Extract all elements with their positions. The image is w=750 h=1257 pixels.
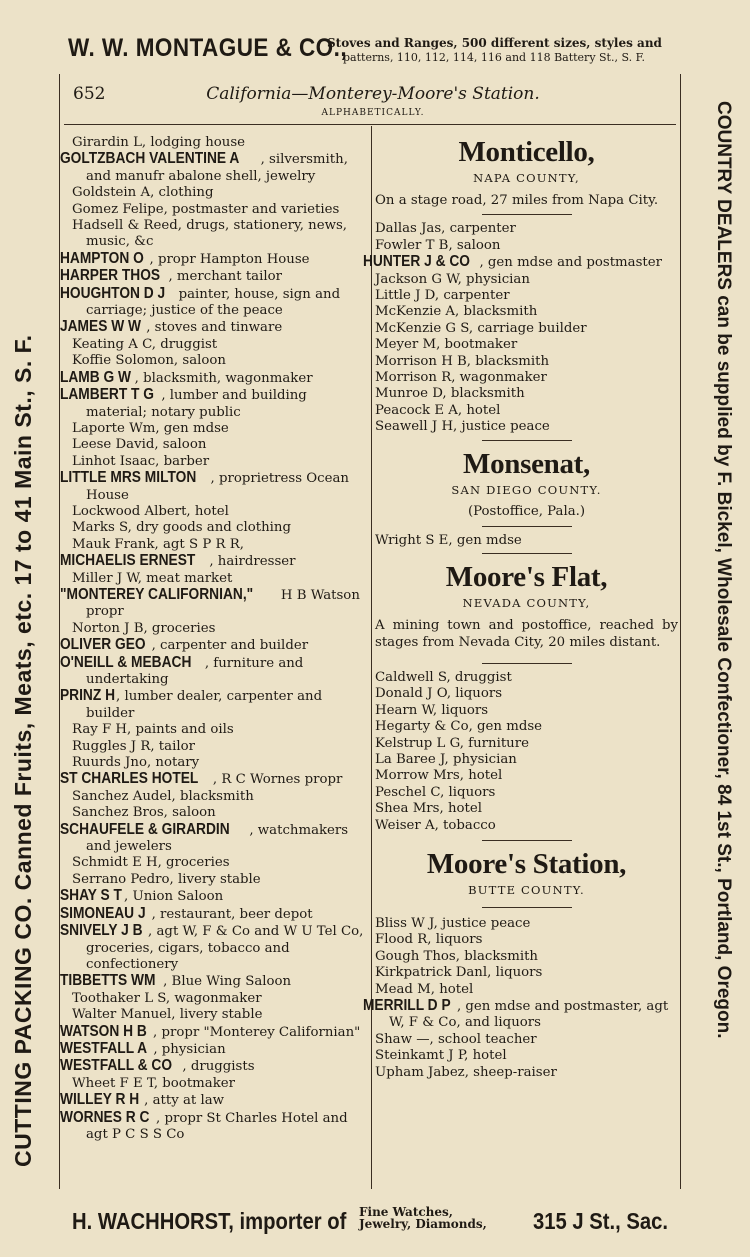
- entry-text: Meyer M, bootmaker: [375, 337, 518, 353]
- bottom-ad-part-2: Fine Watches,: [359, 1205, 453, 1219]
- divider: [482, 907, 572, 908]
- entry-text: , propr "Monterey Californian": [153, 1024, 361, 1040]
- entry-text: , physician: [153, 1041, 226, 1057]
- entry-text: Donald J O, liquors: [375, 686, 503, 702]
- entry-text: , merchant tailor: [168, 269, 282, 285]
- directory-entry: [59, 368, 369, 387]
- directory-entry: [375, 768, 678, 784]
- entry-text: Marks S, dry goods and clothing: [72, 520, 291, 536]
- entry-bold-name: MERRILL D P: [362, 997, 451, 1014]
- entry-bold-name: OLIVER GEO: [59, 636, 146, 654]
- running-title: California—Monterey-Moore's Station.: [206, 84, 540, 104]
- entry-text: , atty at law: [144, 1093, 225, 1109]
- entry-text: Hegarty & Co, gen mdse: [375, 719, 543, 735]
- entry-bold-name: PRINZ H: [59, 687, 115, 705]
- entry-text: , propr Hampton House: [149, 251, 310, 267]
- directory-entry: [375, 752, 678, 768]
- entry-text: , restaurant, beer depot: [151, 906, 313, 922]
- entry-text: Morrow Mrs, hotel: [375, 768, 503, 784]
- directory-entry: [72, 185, 369, 201]
- bottom-advertisement: [0, 1198, 750, 1248]
- entry-text: painter, house, sign and carriage; justice of the peace: [86, 286, 341, 319]
- town-title-moores-station: Moore's Station,: [426, 847, 627, 880]
- directory-entry: [59, 687, 369, 722]
- town-title-monticello: Monticello,: [458, 136, 595, 168]
- entry-text: , Union Saloon: [124, 889, 224, 905]
- divider: [482, 440, 572, 441]
- directory-entry: [375, 916, 678, 932]
- entry-text: Sanchez Bros, saloon: [72, 805, 216, 821]
- entry-text: Gough Thos, blacksmith: [375, 948, 538, 964]
- county-moores-flat: NEVADA COUNTY,: [462, 596, 591, 611]
- entry-text: Jackson G W, physician: [375, 271, 530, 287]
- entry-bold-name: HARPER THOS: [59, 267, 161, 285]
- directory-entry: [375, 932, 678, 948]
- header-rule: [64, 124, 676, 125]
- entry-bold-name: WILLEY R H: [59, 1091, 140, 1109]
- directory-entry: [72, 789, 369, 805]
- directory-entry: [375, 533, 678, 549]
- entry-text: Shea Mrs, hotel: [375, 801, 482, 817]
- directory-entry: [72, 722, 369, 738]
- directory-entry: [375, 686, 678, 702]
- directory-entry: [59, 267, 369, 285]
- directory-entry: [59, 150, 369, 185]
- entry-text: , R C Wornes propr: [212, 772, 343, 788]
- entry-text: Bliss W J, justice peace: [375, 915, 531, 931]
- entry-text: Ray F H, paints and oils: [72, 722, 234, 738]
- right-margin-advertisement: [690, 95, 740, 1185]
- directory-entry: [59, 636, 369, 654]
- directory-entry: [72, 739, 369, 755]
- directory-entry: [72, 872, 369, 888]
- entry-text: Dallas Jas, carpenter: [375, 221, 516, 237]
- directory-entry: [72, 421, 369, 437]
- entry-text: Norton J B, groceries: [72, 620, 216, 636]
- entry-text: Seawell J H, justice peace: [375, 419, 550, 435]
- directory-entry: [375, 354, 678, 370]
- entry-text: , carpenter and builder: [151, 638, 309, 654]
- directory-entry: [72, 537, 369, 553]
- top-ad-line-2: patterns, 110, 112, 114, 116 and 118 Battery St., S. F.: [343, 51, 646, 64]
- entry-text: Mauk Frank, agt S P R R,: [72, 536, 244, 552]
- entry-text: Kirkpatrick Danl, liquors: [375, 965, 543, 981]
- entry-text: Peschel C, liquors: [375, 784, 496, 800]
- directory-entry: [375, 1048, 678, 1064]
- directory-entry: [59, 820, 369, 856]
- entry-text: McKenzie A, blacksmith: [375, 304, 538, 320]
- directory-entry: [59, 887, 369, 905]
- entry-text: Walter Manuel, livery stable: [72, 1007, 263, 1023]
- directory-entry: [375, 949, 678, 965]
- entry-text: Munroe D, blacksmith: [375, 386, 525, 402]
- left-column-directory: [59, 135, 369, 1143]
- entry-bold-name: O'NEILL & MEBACH: [59, 653, 192, 671]
- directory-entry: [72, 991, 369, 1007]
- directory-entry: [72, 504, 369, 520]
- entry-text: Wright S E, gen mdse: [375, 532, 522, 548]
- directory-entry: [72, 621, 369, 637]
- directory-entry: [375, 982, 678, 998]
- entry-text: Mead M, hotel: [375, 981, 474, 997]
- entry-text: , blacksmith, wagonmaker: [134, 370, 313, 386]
- entry-bold-name: HAMPTON O: [59, 249, 144, 267]
- directory-entry: [72, 454, 369, 470]
- directory-entry: [72, 520, 369, 536]
- entry-text: Shaw —, school teacher: [375, 1031, 537, 1047]
- directory-entry: [375, 272, 678, 288]
- right-column-directory: [362, 135, 678, 1081]
- directory-entry: [72, 805, 369, 821]
- directory-entry: [72, 353, 369, 369]
- entry-bold-name: WESTFALL A: [59, 1039, 148, 1057]
- entry-text: Steinkamt J P, hotel: [375, 1048, 507, 1064]
- top-ad-firm: W. W. MONTAGUE & CO.,: [68, 34, 348, 62]
- directory-entry: [59, 1057, 369, 1075]
- directory-entry: [59, 653, 369, 689]
- directory-entry: [375, 703, 678, 719]
- directory-entry: [375, 419, 678, 435]
- directory-entry: [59, 469, 369, 504]
- directory-entry: [59, 922, 369, 973]
- directory-entry: [375, 965, 678, 981]
- entry-bold-name: WORNES R C: [59, 1108, 150, 1126]
- listing-moores-station: [362, 915, 678, 1081]
- entry-text: , lumber dealer, carpenter and builder: [86, 689, 323, 721]
- left-margin-advertisement: [4, 72, 48, 1172]
- entry-bold-name: WATSON H B: [59, 1022, 147, 1040]
- entry-text: Lockwood Albert, hotel: [72, 503, 229, 519]
- entry-text: , lumber and building material; notary public: [86, 388, 307, 420]
- entry-text: Ruggles J R, tailor: [72, 738, 195, 754]
- directory-entry: [59, 552, 369, 570]
- directory-entry: [72, 1007, 369, 1023]
- divider: [482, 526, 572, 527]
- entry-bold-name: LAMB G W: [59, 368, 132, 386]
- directory-entry: [375, 337, 678, 353]
- directory-entry: [59, 318, 369, 336]
- postoffice-monsenat: (Postoffice, Pala.): [467, 503, 586, 519]
- directory-entry: [375, 719, 678, 735]
- entry-text: Upham Jabez, sheep-raiser: [375, 1064, 557, 1080]
- entry-text: Girardin L, lodging house: [72, 135, 246, 150]
- directory-entry: [72, 135, 369, 151]
- listing-moores-flat: [375, 670, 678, 834]
- entry-bold-name: MICHAELIS ERNEST: [59, 552, 196, 570]
- county-monticello: NAPA COUNTY,: [473, 171, 580, 185]
- directory-entry: [362, 253, 678, 271]
- listing-monsenat: [375, 533, 678, 549]
- town-title-moores-flat: Moore's Flat,: [445, 561, 608, 594]
- entry-text: Caldwell S, druggist: [375, 669, 512, 685]
- directory-entry: [375, 1065, 678, 1081]
- entry-text: , proprietress Ocean House: [86, 471, 349, 503]
- directory-entry: [72, 218, 369, 251]
- description-monticello: On a stage road, 27 miles from Napa City.: [375, 193, 659, 208]
- entry-bold-name: WESTFALL & CO: [59, 1057, 173, 1075]
- directory-entry: [72, 855, 369, 871]
- right-ad-text: COUNTRY DEALERS can be supplied by F. Bickel, Wholesale Confectioner, 84 1st St., Portland, Oregon.: [713, 101, 734, 1039]
- divider: [482, 840, 572, 841]
- entry-text: Serrano Pedro, livery stable: [72, 871, 261, 887]
- directory-entry: [59, 249, 369, 268]
- directory-entry: [375, 785, 678, 801]
- entry-text: , stoves and tinware: [146, 320, 283, 336]
- directory-entry: [375, 386, 678, 402]
- entry-text: Ruurds Jno, notary: [72, 755, 200, 771]
- entry-bold-name: TIBBETTS WM: [59, 972, 156, 990]
- description-moores-flat: A mining town and postoffice, reached by stages from Nevada City, 20 miles distant.: [375, 618, 678, 650]
- entry-text: Peacock E A, hotel: [375, 402, 501, 418]
- entry-text: Hearn W, liquors: [375, 702, 489, 718]
- entry-text: Little J D, carpenter: [375, 288, 510, 304]
- entry-text: Toothaker L S, wagonmaker: [72, 990, 262, 1006]
- column-divider: [371, 126, 372, 1189]
- directory-entry: [59, 585, 369, 621]
- directory-entry: [72, 571, 369, 587]
- directory-entry: [375, 321, 678, 337]
- entry-bold-name: LAMBERT T G: [59, 386, 154, 404]
- entry-text: , silversmith, and manufr abalone shell, jewelry: [86, 152, 348, 184]
- entry-text: Schmidt E H, groceries: [72, 855, 230, 871]
- directory-entry: [72, 202, 369, 218]
- directory-entry: [59, 386, 369, 421]
- entry-bold-name: SHAY S T: [59, 887, 122, 905]
- entry-bold-name: SIMONEAU J: [59, 904, 146, 922]
- divider: [482, 214, 572, 215]
- entry-bold-name: HUNTER J & CO: [362, 253, 470, 271]
- directory-entry: [375, 736, 678, 752]
- page-number: 652: [73, 84, 106, 104]
- directory-entry: [59, 770, 369, 788]
- directory-entry: [375, 288, 678, 304]
- directory-entry: [375, 670, 678, 686]
- county-monsenat: SAN DIEGO COUNTY.: [451, 482, 602, 497]
- divider: [482, 553, 572, 554]
- directory-entry: [59, 1108, 369, 1144]
- directory-entry: [362, 997, 678, 1032]
- entry-text: McKenzie G S, carriage builder: [375, 320, 587, 336]
- entry-text: Linhot Isaac, barber: [72, 453, 210, 469]
- entry-text: Sanchez Audel, blacksmith: [72, 788, 254, 804]
- entry-text: Fowler T B, saloon: [375, 237, 501, 253]
- entry-bold-name: SNIVELY J B: [59, 922, 143, 940]
- entry-text: Morrison R, wagonmaker: [375, 370, 547, 386]
- directory-entry: [72, 437, 369, 453]
- entry-text: Leese David, saloon: [72, 437, 207, 453]
- entry-text: H B Watson propr: [86, 587, 360, 620]
- directory-entry: [59, 972, 369, 990]
- divider: [482, 663, 572, 664]
- entry-bold-name: LITTLE MRS MILTON: [59, 469, 197, 487]
- directory-entry: [375, 238, 678, 254]
- directory-entry: [375, 304, 678, 320]
- county-moores-station: BUTTE COUNTY.: [468, 882, 585, 897]
- listing-monticello: [362, 221, 678, 435]
- entry-text: Wheet F E T, bootmaker: [72, 1075, 235, 1091]
- directory-entry: [72, 337, 369, 353]
- entry-text: , agt W, F & Co and W U Tel Co, groceries, cigars, tobacco and confectionery: [86, 924, 364, 972]
- entry-text: , watchmakers and jewelers: [86, 822, 349, 855]
- directory-entry: [375, 801, 678, 817]
- bottom-ad-part-1: H. WACHHORST, importer of: [72, 1208, 347, 1234]
- directory-entry: [59, 1022, 369, 1041]
- entry-bold-name: "MONTEREY CALIFORNIAN,": [59, 585, 254, 603]
- directory-entry: [59, 1091, 369, 1109]
- directory-entry: [59, 904, 369, 923]
- entry-text: Weiser A, tobacco: [375, 817, 496, 833]
- entry-text: , druggists: [182, 1059, 255, 1075]
- left-ad-text: CUTTING PACKING CO. Canned Fruits, Meats, etc. 17 to 41 Main St., S. F.: [10, 334, 36, 1167]
- entry-text: Kelstrup L G, furniture: [375, 735, 529, 751]
- entry-text: La Baree J, physician: [375, 751, 517, 767]
- directory-entry: [375, 818, 678, 834]
- directory-entry: [59, 1039, 369, 1058]
- entry-text: , hairdresser: [209, 554, 296, 570]
- entry-bold-name: HOUGHTON D J: [59, 284, 166, 302]
- directory-entry: [72, 1076, 369, 1092]
- entry-text: Hadsell & Reed, drugs, stationery, news, music, &c: [72, 218, 348, 250]
- entry-bold-name: GOLTZBACH VALENTINE A: [59, 150, 240, 168]
- entry-text: , Blue Wing Saloon: [163, 974, 292, 990]
- entry-text: , propr St Charles Hotel and agt P C S S Co: [86, 1110, 348, 1142]
- directory-entry: [375, 370, 678, 386]
- entry-text: Koffie Solomon, saloon: [72, 353, 226, 369]
- directory-entry: [72, 755, 369, 771]
- entry-text: , furniture and undertaking: [86, 655, 304, 687]
- directory-entry: [375, 403, 678, 419]
- entry-text: , gen mdse and postmaster: [479, 255, 662, 271]
- section-note: ALPHABETICALLY.: [321, 108, 425, 118]
- entry-text: Flood R, liquors: [375, 932, 483, 948]
- directory-entry: [375, 221, 678, 237]
- page-header: [73, 84, 673, 120]
- top-ad-line-1: Stoves and Ranges, 500 different sizes, styles and: [327, 36, 662, 50]
- entry-bold-name: ST CHARLES HOTEL: [59, 770, 199, 788]
- entry-text: Miller J W, meat market: [72, 570, 233, 586]
- entry-text: Goldstein A, clothing: [72, 185, 214, 201]
- town-title-monsenat: Monsenat,: [463, 447, 590, 480]
- directory-entry: [375, 1032, 678, 1048]
- bottom-ad-part-4: 315 J St., Sac.: [533, 1208, 669, 1234]
- entry-text: Keating A C, druggist: [72, 336, 218, 352]
- entry-bold-name: SCHAUFELE & GIRARDIN: [59, 820, 230, 838]
- entry-text: Laporte Wm, gen mdse: [72, 420, 229, 436]
- directory-entry: [59, 284, 369, 320]
- entry-text: Morrison H B, blacksmith: [375, 353, 550, 369]
- entry-text: Gomez Felipe, postmaster and varieties: [72, 201, 340, 217]
- top-advertisement: [0, 30, 750, 74]
- entry-bold-name: JAMES W W: [59, 318, 141, 336]
- entry-text: , gen mdse and postmaster, agt W, F & Co, and liquors: [389, 999, 669, 1031]
- bottom-ad-part-3: Jewelry, Diamonds,: [359, 1217, 487, 1231]
